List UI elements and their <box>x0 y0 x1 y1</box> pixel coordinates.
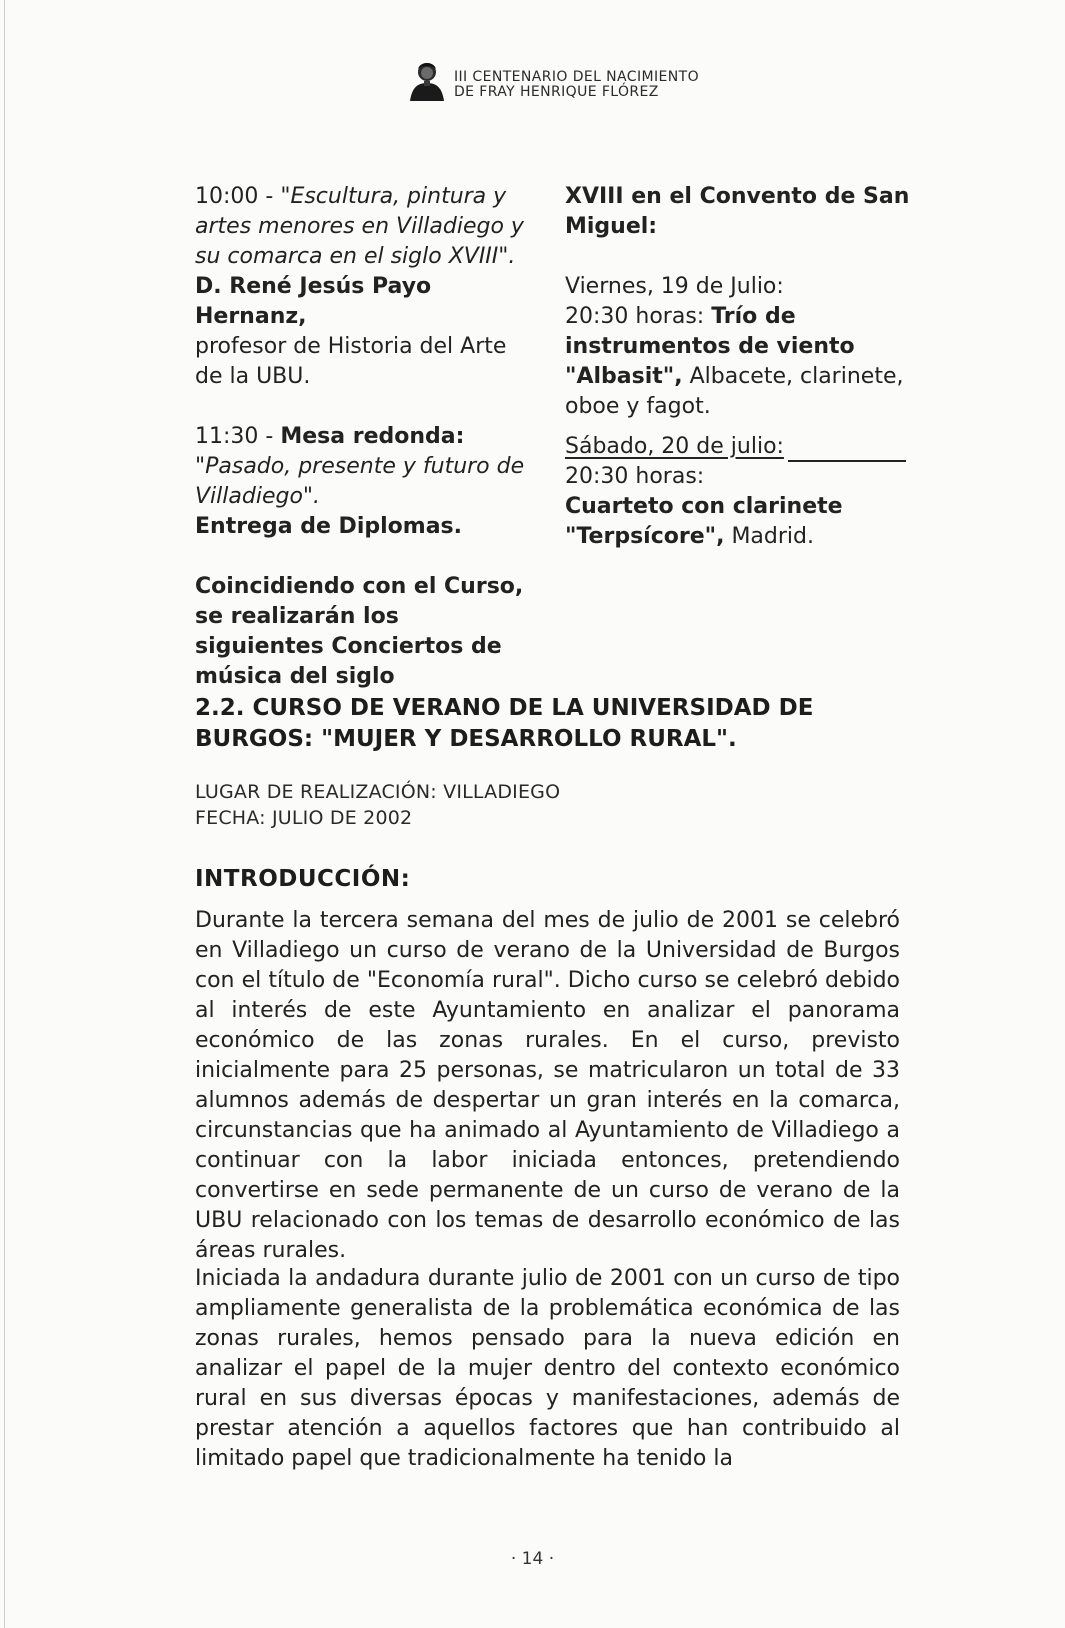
page-edge <box>4 0 5 1628</box>
page-header <box>408 57 699 101</box>
left-column <box>195 182 535 692</box>
item1-time: 10:00 - <box>195 184 281 209</box>
concerts-intro: Coincidiendo con el Curso, se realizarán los siguientes Conciertos de música del siglo <box>195 574 524 689</box>
page-number: · 14 · <box>510 1549 555 1569</box>
item2-label: Mesa redonda: <box>280 424 465 449</box>
concert1-name: Trío de instrumentos de viento "Albasit", <box>565 304 855 389</box>
intro-paragraph-1: Durante la tercera semana del mes de julio de 2001 se celebró en Villadiego un curso de verano de la Universidad de Burgos con el título de "Economía rural". Dicho curso se celebró debido al interés de este Ayuntamiento en analizar el panorama económico de las zonas rurales. En el curso, previsto inicialmente para 25 personas, se matricularon un total de 33 alumnos además de despertar un gran interés en la comarca, circunstancias que ha animado al Ayuntamiento de Villadiego a continuar con la labor iniciada entonces, pretendiendo convertirse en sede permanente de un curso de verano de la UBU relacionado con los temas de desarrollo económico de las áreas rurales. <box>195 908 900 1263</box>
item1-role: profesor de Historia del Arte de la UBU. <box>195 334 507 389</box>
item2-closing: Entrega de Diplomas. <box>195 514 462 539</box>
course-place: LUGAR DE REALIZACIÓN: VILLADIEGO <box>195 781 561 803</box>
concert-2 <box>565 432 910 552</box>
item1-title: "Escultura, pintura y artes menores en Villadiego y su comarca en el siglo XVIII". <box>195 184 524 269</box>
concert1-detail: Albacete, clarinete, oboe y fagot. <box>565 364 904 419</box>
item1-speaker: D. René Jesús Payo Hernanz, <box>195 274 432 329</box>
concert2-date-row <box>565 432 910 462</box>
right-column <box>565 182 910 552</box>
header-line-2: DE FRAY HENRIQUE FLÓREZ <box>454 84 659 100</box>
concert1-date: Viernes, 19 de Julio: <box>565 274 784 299</box>
friar-portrait-logo <box>408 57 446 101</box>
concert-1 <box>565 272 910 422</box>
concerts-intro-continued: XVIII en el Convento de San Miguel: <box>565 184 910 239</box>
header-line-1: III CENTENARIO DEL NACIMIENTO <box>454 69 699 85</box>
header-title <box>454 57 699 100</box>
concert1-time: 20:30 horas: <box>565 304 712 329</box>
program-item-1000 <box>195 182 535 392</box>
intro-paragraph-2: Iniciada la andadura durante julio de 2001 con un curso de tipo ampliamente generalista de la problemática económica de las zonas rurales, hemos pensado para la nueva edición en analizar el papel de la mujer dentro del contexto económico rural en sus diversas épocas y manifestaciones, además de prestar atención a aquellos factores que han contribuido al limitado papel que tradicionalmente ha tenido la <box>195 1266 900 1471</box>
item2-title: "Pasado, presente y futuro de Villadiego". <box>195 454 525 509</box>
section-title: 2.2. CURSO DE VERANO DE LA UNIVERSIDAD DE BURGOS: "MUJER Y DESARROLLO RURAL". <box>195 695 814 752</box>
concert2-name: Cuarteto con clarinete "Terpsícore", <box>565 494 843 549</box>
concert2-date: Sábado, 20 de julio: <box>565 434 784 459</box>
concert2-time: 20:30 horas: <box>565 464 705 489</box>
concert2-detail: Madrid. <box>724 524 814 549</box>
course-meta <box>195 779 900 831</box>
intro-heading: INTRODUCCIÓN: <box>195 866 411 892</box>
item2-time: 11:30 - <box>195 424 281 449</box>
program-item-1130 <box>195 422 535 542</box>
course-date: FECHA: JULIO DE 2002 <box>195 807 413 829</box>
concert2-date-rule <box>788 436 906 462</box>
